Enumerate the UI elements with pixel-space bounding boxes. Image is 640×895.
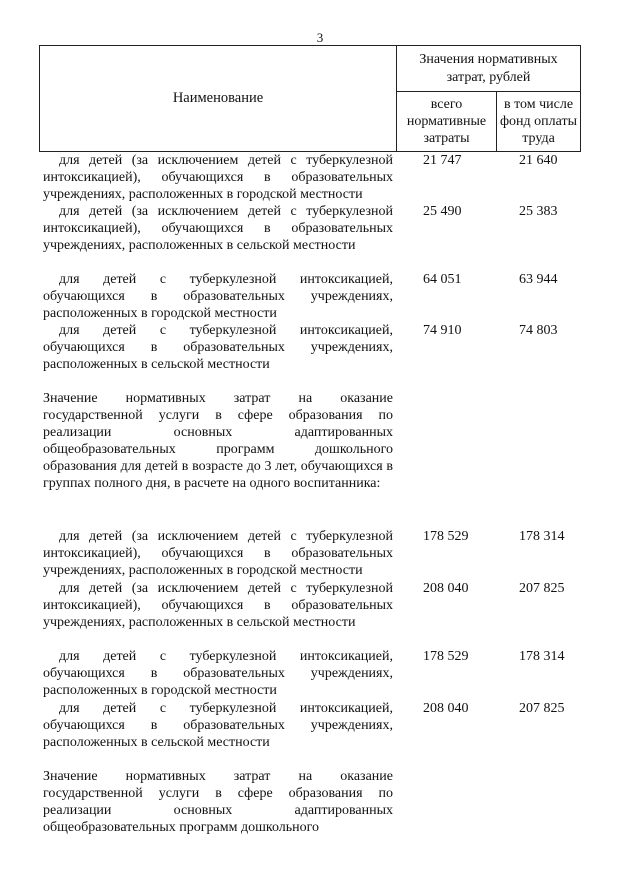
header-values-column: Значения нормативных затрат, рублей (396, 45, 581, 92)
row-fund-value: 63 944 (519, 272, 558, 287)
row-total-value: 25 490 (423, 204, 462, 219)
row-name: для детей с туберкулезной интоксикацией, обучающихся в образовательных учреждениях, расположенных в сельской местности (43, 323, 393, 372)
row-name: для детей (за исключением детей с туберкулезной интоксикацией), обучающихся в образовательных учреждениях, расположенных в сельской местности (43, 581, 393, 630)
row-fund-value: 178 314 (519, 529, 565, 544)
row-fund-value: 21 640 (519, 153, 558, 168)
row-total-value: 21 747 (423, 153, 462, 168)
row-total-value: 208 040 (423, 701, 469, 716)
row-fund-value: 25 383 (519, 204, 558, 219)
row-name: для детей с туберкулезной интоксикацией, обучающихся в образовательных учреждениях, расположенных в сельской местности (43, 701, 393, 750)
page-number: 3 (316, 30, 324, 45)
row-name: для детей (за исключением детей с туберкулезной интоксикацией), обучающихся в образовательных учреждениях, расположенных в городской местности (43, 153, 393, 202)
row-name: для детей с туберкулезной интоксикацией, обучающихся в образовательных учреждениях, расположенных в городской местности (43, 272, 393, 321)
row-fund-value: 207 825 (519, 701, 565, 716)
row-total-value: 178 529 (423, 649, 469, 664)
row-name: для детей (за исключением детей с туберкулезной интоксикацией), обучающихся в образовательных учреждениях, расположенных в городской местности (43, 529, 393, 578)
section-heading: Значение нормативных затрат на оказание государственной услуги в сфере образования по реализации основных адаптированных общеобразовательных программ дошкольного (43, 769, 393, 835)
header-name-column: Наименование (39, 45, 397, 152)
row-fund-value: 74 803 (519, 323, 558, 338)
row-total-value: 64 051 (423, 272, 462, 287)
header-fund-column: в том числе фонд оплаты труда (496, 91, 581, 152)
row-name: для детей с туберкулезной интоксикацией, обучающихся в образовательных учреждениях, расположенных в городской местности (43, 649, 393, 698)
row-name: для детей (за исключением детей с туберкулезной интоксикацией), обучающихся в образовательных учреждениях, расположенных в сельской местности (43, 204, 393, 253)
row-total-value: 208 040 (423, 581, 469, 596)
row-total-value: 178 529 (423, 529, 469, 544)
header-total-column: всего нормативные затраты (396, 91, 497, 152)
row-fund-value: 178 314 (519, 649, 565, 664)
row-fund-value: 207 825 (519, 581, 565, 596)
section-heading: Значение нормативных затрат на оказание государственной услуги в сфере образования по реализации основных адаптированных общеобразовательных программ дошкольного образования для детей в возрасте до 3 лет, обучающихся в группах полного дня, в расчете на одного воспитанника: (43, 391, 393, 491)
row-total-value: 74 910 (423, 323, 462, 338)
